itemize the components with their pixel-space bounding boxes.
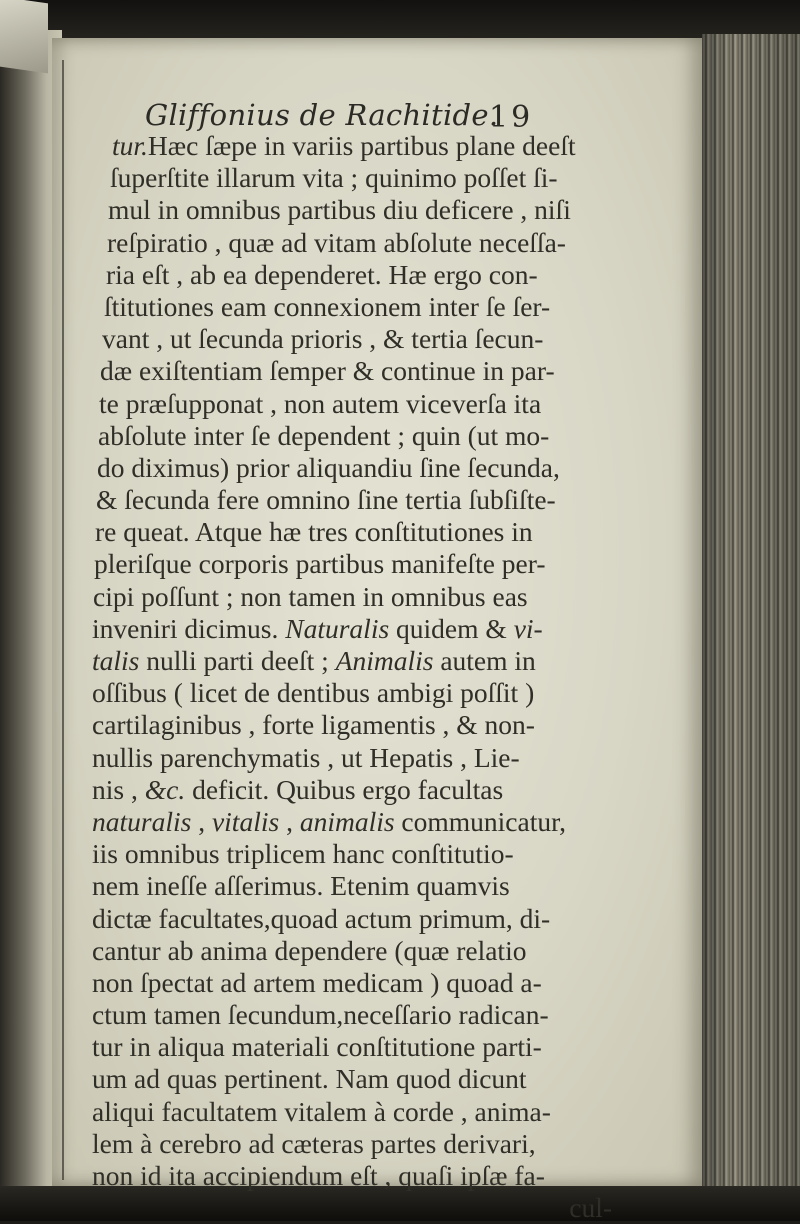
running-title: Gliffonius de Rachitide. bbox=[145, 98, 499, 132]
text-line bbox=[107, 227, 612, 259]
text-line bbox=[92, 774, 612, 806]
text-line bbox=[92, 677, 612, 709]
text-line bbox=[92, 870, 612, 902]
text-line bbox=[99, 388, 612, 420]
text-segment: non id ita accipiendum eſt , quaſi ipſæ fa- bbox=[92, 1160, 545, 1191]
text-segment: vant , ut ſecunda prioris , & tertia ſecun- bbox=[102, 323, 544, 355]
text-segment: oſſibus ( licet de dentibus ambigi poſſit ) bbox=[92, 677, 535, 709]
text-line bbox=[92, 1128, 612, 1160]
text-line bbox=[92, 806, 612, 838]
italic-segment: Animalis bbox=[335, 645, 434, 676]
text-line bbox=[92, 1160, 612, 1192]
text-segment: communicatur, bbox=[394, 805, 567, 837]
italic-segment: animalis bbox=[299, 805, 395, 837]
text-segment: pleriſque corporis partibus manifeſte per- bbox=[94, 548, 546, 580]
facing-page-corner bbox=[0, 0, 48, 73]
text-segment: nulli parti deeſt ; bbox=[139, 645, 336, 676]
text-segment: reſpiratio , quæ ad vitam abſolute neceſſa- bbox=[107, 226, 566, 258]
text-segment: , bbox=[191, 805, 212, 837]
text-line bbox=[92, 1031, 612, 1063]
text-segment: re queat. Atque hæ tres conſtitutiones in bbox=[95, 516, 533, 548]
text-line bbox=[92, 645, 612, 677]
text-line bbox=[95, 516, 612, 548]
text-line bbox=[94, 548, 612, 580]
text-line bbox=[92, 935, 612, 967]
text-line bbox=[92, 613, 612, 645]
text-line bbox=[92, 742, 612, 774]
italic-segment: vi- bbox=[513, 612, 543, 644]
text-segment: iis omnibus triplicem hanc conſtitutio- bbox=[92, 838, 514, 870]
text-line bbox=[106, 259, 612, 291]
text-line bbox=[92, 1063, 612, 1095]
text-line bbox=[96, 484, 612, 516]
text-segment: nem ineſſe aſſerimus. Etenim quamvis bbox=[92, 870, 510, 902]
text-segment: cantur ab anima dependere (quæ relatio bbox=[92, 934, 527, 966]
text-segment: aliqui facultatem vitalem à corde , anima- bbox=[92, 1095, 551, 1127]
italic-segment: Naturalis bbox=[285, 612, 390, 644]
text-line bbox=[104, 291, 612, 323]
text-segment: non ſpectat ad artem medicam ) quoad a- bbox=[92, 966, 542, 998]
top-background-band bbox=[0, 0, 800, 40]
text-line bbox=[100, 355, 612, 387]
page-stack-shadow bbox=[702, 34, 800, 1194]
italic-segment: vitalis bbox=[211, 805, 280, 837]
text-segment: dictæ facultates,quoad actum primum, di- bbox=[92, 902, 551, 934]
text-line bbox=[108, 194, 612, 226]
italic-segment: &c. bbox=[144, 773, 186, 805]
italic-segment: naturalis bbox=[92, 805, 192, 837]
text-line bbox=[92, 1096, 612, 1128]
text-segment: nullis parenchymatis , ut Hepatis , Lie- bbox=[92, 741, 520, 773]
text-segment: deficit. Quibus ergo facultas bbox=[185, 773, 504, 805]
text-segment: & ſecunda fere omnino ſine tertia ſubſiſte- bbox=[96, 484, 556, 516]
text-line bbox=[98, 420, 612, 452]
text-segment: do diximus) prior aliquandiu ſine ſecunda, bbox=[97, 451, 560, 483]
text-segment: cartilaginibus , forte ligamentis , & non- bbox=[92, 709, 535, 741]
text-line bbox=[110, 162, 612, 194]
text-segment: quidem & bbox=[389, 612, 514, 644]
text-segment: mul in omnibus partibus diu deficere , niſi bbox=[108, 194, 571, 226]
text-segment: dæ exiſtentiam ſemper & continue in par- bbox=[100, 355, 555, 387]
text-line bbox=[92, 709, 612, 741]
page-gutter-line bbox=[62, 60, 64, 1180]
text-segment: abſolute inter ſe dependent ; quin (ut mo- bbox=[98, 419, 550, 451]
text-segment: ctum tamen ſecundum,neceſſario radican- bbox=[92, 999, 549, 1031]
text-segment: tur in aliqua materiali conſtitutione parti- bbox=[92, 1031, 542, 1063]
text-segment: nis , bbox=[92, 773, 145, 805]
text-line bbox=[92, 999, 612, 1031]
text-segment: ſtitutiones eam connexionem inter ſe ſer- bbox=[104, 290, 551, 322]
text-line bbox=[102, 323, 612, 355]
text-segment: te præſupponat , non autem viceverſa ita bbox=[99, 387, 542, 419]
catchword: cul- bbox=[569, 1192, 612, 1224]
text-line bbox=[97, 452, 612, 484]
italic-segment: tur. bbox=[112, 130, 148, 161]
text-segment: inveniri dicimus. bbox=[92, 612, 286, 644]
text-segment: ria eſt , ab ea dependeret. Hæ ergo con- bbox=[106, 258, 538, 290]
text-segment: , bbox=[279, 805, 300, 837]
italic-segment: talis bbox=[92, 645, 140, 676]
text-segment: ſuperſtite illarum vita ; quinimo poſſet ſi- bbox=[110, 162, 558, 194]
body-text bbox=[92, 130, 612, 1224]
text-line bbox=[92, 838, 612, 870]
text-segment: Hæc ſæpe in variis partibus plane deeſt bbox=[147, 130, 576, 161]
text-line bbox=[112, 130, 612, 162]
text-segment: cipi poſſunt ; non tamen in omnibus eas bbox=[93, 580, 528, 612]
page-number: 19 bbox=[489, 100, 534, 135]
text-segment: lem à cerebro ad cæteras partes derivari, bbox=[92, 1127, 536, 1159]
text-line bbox=[92, 903, 612, 935]
text-line bbox=[93, 581, 612, 613]
text-segment: autem in bbox=[433, 645, 536, 676]
text-line bbox=[92, 967, 612, 999]
text-segment: um ad quas pertinent. Nam quod dicunt bbox=[92, 1063, 527, 1095]
